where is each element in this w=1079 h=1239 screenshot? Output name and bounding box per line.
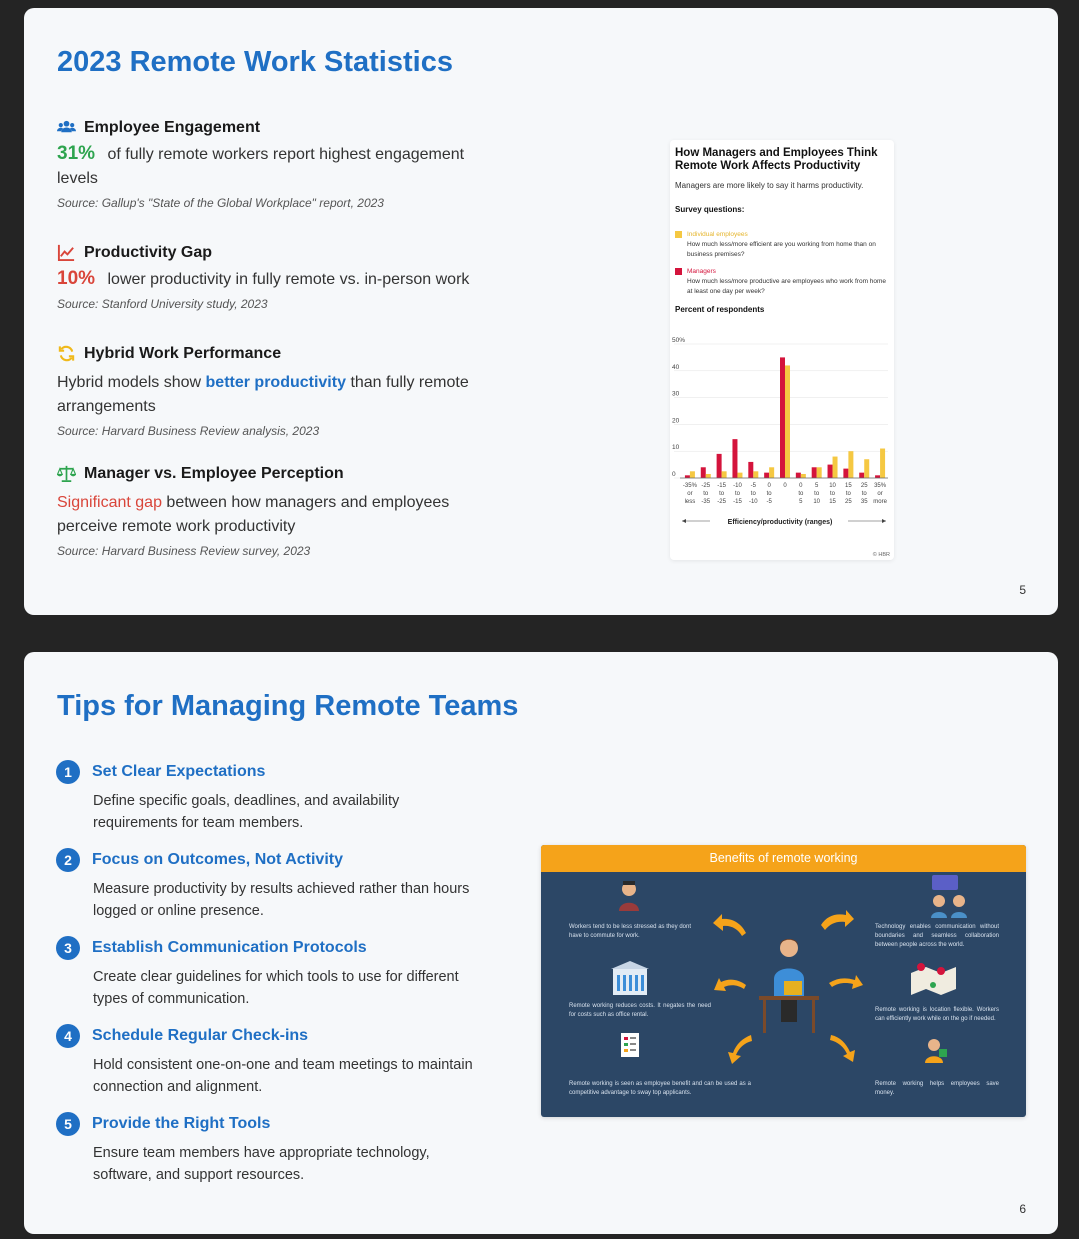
x-tick-label: 15	[829, 499, 836, 505]
chart-credit: © HBR	[872, 552, 890, 558]
y-axis-label: Percent of respondents	[675, 305, 765, 314]
bar-managers	[717, 454, 722, 478]
page-number: 5	[1019, 583, 1026, 597]
y-tick-label: 50%	[672, 337, 686, 344]
y-tick-label: 40	[672, 363, 680, 371]
tip-number-badge: 5	[56, 1112, 80, 1136]
users-icon	[57, 118, 76, 137]
stat-source: Source: Stanford University study, 2023	[57, 297, 268, 311]
stat-employee-engagement	[57, 118, 497, 210]
stat-text-before: Hybrid models show	[57, 374, 202, 391]
tip-title: Set Clear Expectations	[92, 763, 266, 780]
x-tick-label: to	[798, 491, 804, 497]
bar-managers	[764, 473, 769, 478]
slide-tips-remote-teams	[24, 652, 1058, 1234]
tip-number-badge: 3	[56, 936, 80, 960]
x-axis-label: Efficiency/productivity (ranges)	[727, 519, 833, 526]
tip-number-badge: 4	[56, 1024, 80, 1048]
bar-individual-employees	[817, 467, 822, 478]
x-tick-label: -35%	[682, 483, 697, 489]
x-tick-label: -5	[750, 483, 756, 489]
chart-subtitle: Managers are more likely to say it harms productivity.	[675, 181, 864, 190]
x-tick-label: -10	[748, 499, 758, 505]
y-tick-label: 30	[672, 390, 680, 398]
tip-item	[56, 760, 486, 834]
bar-individual-employees	[722, 471, 727, 478]
stat-text-after: than fully remote arrangements	[57, 374, 469, 415]
stat-text: lower productivity in fully remote vs. in-person work	[107, 271, 470, 288]
stat-source: Source: Harvard Business Review survey, 2023	[57, 544, 311, 558]
bar-chart-plot	[670, 330, 894, 550]
stat-source: Source: Gallup's "State of the Global Workplace" report, 2023	[57, 196, 384, 210]
stat-heading: Manager vs. Employee Perception	[84, 464, 344, 482]
tip-description: Measure productivity by results achieved rather than hours logged or online presence.	[93, 881, 470, 919]
tip-item	[56, 1112, 486, 1186]
tip-number-badge: 2	[56, 848, 80, 872]
tip-description: Create clear guidelines for which tools to use for different types of communication.	[93, 969, 459, 1007]
bar-managers	[812, 467, 817, 478]
tip-description: Ensure team members have appropriate technology, software, and support resources.	[93, 1145, 430, 1183]
arrow-right-icon	[882, 519, 886, 523]
legend-label: Individual employees	[687, 231, 748, 238]
tip-number-badge: 1	[56, 760, 80, 784]
x-tick-label: -5	[766, 499, 772, 505]
x-tick-label: to	[845, 491, 851, 497]
benefit-text: Remote working is location flexible. Workers can efficiently work while on the go if needed.	[875, 1007, 999, 1022]
infographic-title: Benefits of remote working	[541, 845, 1026, 872]
x-tick-label: to	[734, 491, 740, 497]
benefit-text: Remote working reduces costs. It negates the need for costs such as office rental.	[569, 1003, 711, 1018]
x-tick-label: 15	[845, 483, 852, 489]
stressed-worker-icon	[619, 881, 639, 911]
slide-title: 2023 Remote Work Statistics	[57, 46, 453, 78]
x-tick-label: to	[750, 491, 756, 497]
x-tick-label: 5	[815, 483, 819, 489]
stat-text-after: between how managers and employees perceive remote work productivity	[57, 494, 450, 535]
stat-manager-employee-perception	[57, 464, 497, 558]
tip-item	[56, 848, 486, 922]
bar-managers	[685, 475, 690, 478]
stat-heading: Productivity Gap	[84, 243, 213, 261]
office-building-icon	[611, 961, 649, 995]
stat-heading: Hybrid Work Performance	[84, 344, 282, 362]
bar-managers	[843, 469, 848, 478]
page-number: 6	[1019, 1202, 1026, 1216]
bar-managers	[875, 475, 880, 478]
bar-managers	[732, 439, 737, 478]
benefit-text: Remote working is seen as employee benefit and can be used as a competitive advantage to sway top applicants.	[569, 1081, 751, 1096]
x-tick-label: -35	[701, 499, 711, 505]
tip-description: Define specific goals, deadlines, and availability requirements for team members.	[93, 793, 400, 831]
x-tick-label: 0	[783, 483, 787, 489]
map-location-icon	[911, 963, 956, 995]
bar-individual-employees	[785, 365, 790, 478]
bar-individual-employees	[848, 451, 853, 478]
stat-figure: 31%	[57, 143, 96, 164]
bar-individual-employees	[706, 474, 711, 478]
bar-managers	[859, 473, 864, 478]
x-tick-label: 5	[799, 499, 803, 505]
x-tick-label: to	[861, 491, 867, 497]
benefit-text: Technology enables communication without boundaries and seamless collaboration between people across the world.	[875, 924, 999, 948]
bar-managers	[748, 462, 753, 478]
stat-highlight: better productivity	[205, 374, 346, 391]
stat-highlight: Significant gap	[57, 494, 162, 511]
stat-figure: 10%	[57, 268, 96, 289]
stat-source: Source: Harvard Business Review analysis, 2023	[57, 424, 320, 438]
x-tick-label: or	[877, 491, 883, 497]
stat-hybrid-work	[57, 344, 497, 438]
benefit-text: Workers tend to be less stressed as they dont have to commute for work.	[569, 924, 691, 939]
tip-title: Provide the Right Tools	[92, 1115, 271, 1132]
x-tick-label: less	[684, 499, 696, 505]
productivity-perception-chart	[670, 140, 894, 560]
legend-label: Managers	[687, 268, 716, 275]
bar-managers	[796, 473, 801, 478]
legend-question: How much less/more efficient are you working from home than on business premises?	[687, 241, 876, 258]
y-tick-label: 10	[672, 444, 680, 452]
bar-managers	[780, 357, 785, 478]
x-tick-label: to	[719, 491, 725, 497]
x-tick-label: 25	[860, 483, 868, 489]
x-tick-label: to	[766, 491, 772, 497]
bar-individual-employees	[690, 471, 695, 478]
bar-managers	[828, 465, 833, 478]
video-chat-icon	[931, 875, 967, 918]
x-tick-label: 35	[860, 499, 868, 505]
balance-scale-icon	[57, 464, 76, 483]
bar-individual-employees	[801, 474, 806, 478]
tip-description: Hold consistent one-on-one and team meetings to maintain connection and alignment.	[93, 1057, 473, 1095]
tip-item	[56, 936, 486, 1010]
bar-individual-employees	[880, 449, 885, 478]
arrow-left-icon	[682, 519, 686, 523]
tip-title: Focus on Outcomes, Not Activity	[92, 851, 343, 868]
worker-at-desk-icon	[759, 939, 819, 1033]
x-tick-label: 10	[813, 499, 821, 505]
checklist-icon	[621, 1033, 639, 1057]
bar-managers	[701, 467, 706, 478]
x-tick-label: 25	[845, 499, 852, 505]
legend-swatch	[675, 268, 682, 275]
x-tick-label: -25	[701, 483, 711, 489]
bar-individual-employees	[769, 467, 774, 478]
slide-remote-work-statistics	[24, 8, 1058, 615]
x-tick-label: to	[814, 491, 820, 497]
stat-text: of fully remote workers report highest engagement levels	[57, 146, 465, 187]
x-tick-label: or	[687, 491, 693, 497]
x-tick-label: 10	[829, 483, 836, 489]
y-tick-label: 20	[672, 417, 680, 425]
x-tick-label: -10	[733, 483, 742, 489]
bar-individual-employees	[833, 457, 838, 478]
chart-line-icon	[57, 243, 76, 262]
benefit-text: Remote working helps employees save money.	[875, 1081, 999, 1096]
survey-label: Survey questions:	[675, 205, 745, 214]
tip-title: Schedule Regular Check-ins	[92, 1027, 309, 1044]
benefits-infographic	[541, 845, 1026, 1117]
x-tick-label: -15	[717, 483, 726, 489]
x-tick-label: to	[830, 491, 836, 497]
tip-item	[56, 1024, 486, 1098]
stat-heading: Employee Engagement	[84, 118, 261, 136]
x-tick-label: 0	[767, 483, 771, 489]
x-tick-label: -25	[717, 499, 726, 505]
legend-question: How much less/more productive are employees who work from home at least one day per week?	[687, 278, 887, 295]
infographic-illustration	[541, 845, 1026, 1117]
bar-individual-employees	[753, 471, 758, 478]
bar-individual-employees	[737, 473, 742, 478]
x-tick-label: 0	[799, 483, 803, 489]
tip-title: Establish Communication Protocols	[92, 939, 367, 956]
bar-individual-employees	[864, 459, 869, 478]
x-tick-label: to	[703, 491, 709, 497]
x-tick-label: more	[873, 499, 887, 505]
slide-title: Tips for Managing Remote Teams	[57, 690, 519, 722]
chart-title: How Managers and Employees Think Remote Work Affects Productivity	[675, 147, 878, 172]
x-tick-label: 35%	[874, 483, 887, 489]
legend-swatch	[675, 231, 682, 238]
x-tick-label: -15	[733, 499, 742, 505]
sync-icon	[57, 344, 76, 363]
stat-productivity-gap	[57, 243, 497, 311]
y-tick-label: 0	[672, 471, 676, 478]
money-bag-icon	[925, 1039, 947, 1063]
